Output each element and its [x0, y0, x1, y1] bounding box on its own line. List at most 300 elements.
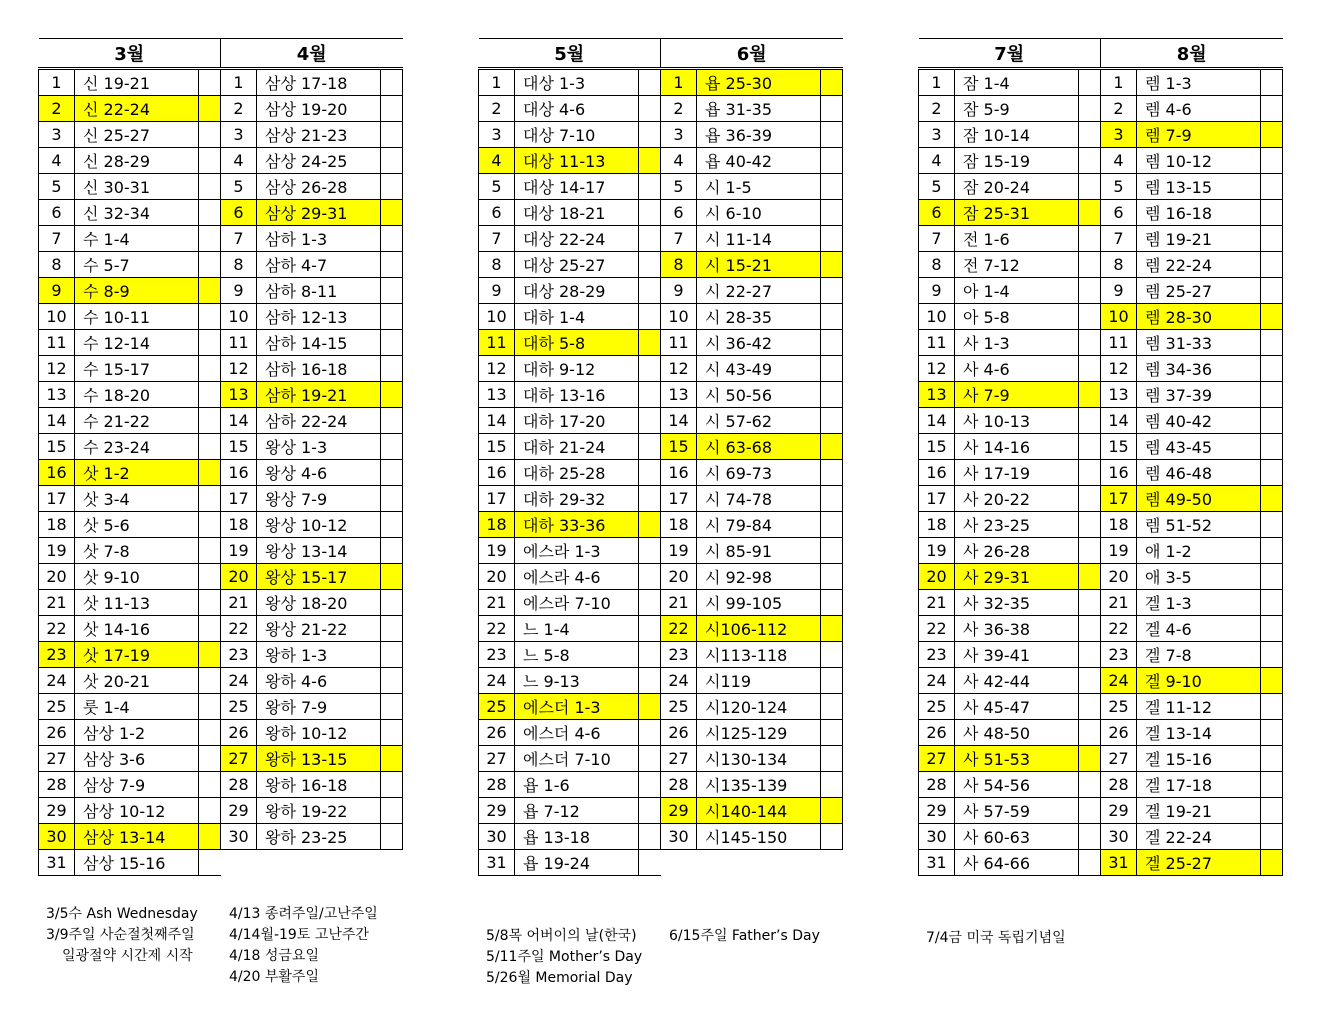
check-box — [639, 200, 661, 226]
reading: 삼상 3-6 — [75, 746, 199, 772]
check-box — [821, 148, 843, 174]
table-row — [919, 96, 1283, 122]
day-number — [661, 850, 697, 876]
reading: 시 99-105 — [697, 590, 821, 616]
day-number: 13 — [1101, 382, 1137, 408]
check-box — [1079, 174, 1101, 200]
table-row — [919, 200, 1283, 226]
day-number: 6 — [1101, 200, 1137, 226]
day-number: 13 — [479, 382, 515, 408]
reading: 겔 9-10 — [1137, 668, 1261, 694]
check-box — [381, 226, 403, 252]
day-number: 27 — [39, 746, 75, 772]
check-box — [1079, 772, 1101, 798]
check-box — [1261, 642, 1283, 668]
reading: 왕하 23-25 — [257, 824, 381, 850]
check-box — [199, 226, 221, 252]
day-number: 7 — [661, 226, 697, 252]
check-box — [639, 798, 661, 824]
day-number: 22 — [39, 616, 75, 642]
day-number: 24 — [1101, 668, 1137, 694]
table-row — [919, 538, 1283, 564]
check-box — [1079, 408, 1101, 434]
check-box — [1079, 512, 1101, 538]
reading: 신 25-27 — [75, 122, 199, 148]
day-number: 20 — [1101, 564, 1137, 590]
table-row — [919, 512, 1283, 538]
day-number: 24 — [221, 668, 257, 694]
reading: 삼상 26-28 — [257, 174, 381, 200]
rows — [479, 69, 843, 876]
table-row — [39, 408, 403, 434]
check-box — [639, 460, 661, 486]
check-box — [1261, 590, 1283, 616]
notes-march — [46, 904, 198, 967]
check-box — [199, 408, 221, 434]
reading: 왕하 4-6 — [257, 668, 381, 694]
table-row — [919, 252, 1283, 278]
check-box — [1261, 850, 1283, 876]
table-row — [39, 356, 403, 382]
table-row — [39, 616, 403, 642]
month-header-june: 6월 — [661, 39, 843, 69]
check-box — [1261, 746, 1283, 772]
reading: 렘 16-18 — [1137, 200, 1261, 226]
check-box — [1079, 642, 1101, 668]
check-box — [639, 174, 661, 200]
check-box — [1261, 434, 1283, 460]
reading: 왕상 18-20 — [257, 590, 381, 616]
check-box — [639, 356, 661, 382]
reading: 렘 43-45 — [1137, 434, 1261, 460]
reading: 사 36-38 — [955, 616, 1079, 642]
check-box — [821, 122, 843, 148]
reading: 삿 3-4 — [75, 486, 199, 512]
day-number: 9 — [919, 278, 955, 304]
reading: 렘 37-39 — [1137, 382, 1261, 408]
reading: 시 36-42 — [697, 330, 821, 356]
reading: 사 32-35 — [955, 590, 1079, 616]
day-number: 28 — [661, 772, 697, 798]
table-row — [479, 616, 843, 642]
check-box — [1261, 382, 1283, 408]
reading: 겔 15-16 — [1137, 746, 1261, 772]
reading: 시130-134 — [697, 746, 821, 772]
reading: 아 1-4 — [955, 278, 1079, 304]
reading: 수 8-9 — [75, 278, 199, 304]
day-number: 9 — [221, 278, 257, 304]
reading: 시 22-27 — [697, 278, 821, 304]
month-header-march: 3월 — [39, 39, 221, 69]
check-box — [381, 330, 403, 356]
day-number: 11 — [1101, 330, 1137, 356]
reading: 삼상 21-23 — [257, 122, 381, 148]
table-row — [39, 798, 403, 824]
table-row — [919, 356, 1283, 382]
reading: 사 4-6 — [955, 356, 1079, 382]
reading: 에스라 1-3 — [515, 538, 639, 564]
reading: 잠 5-9 — [955, 96, 1079, 122]
reading: 삿 5-6 — [75, 512, 199, 538]
day-number: 12 — [1101, 356, 1137, 382]
reading: 욥 36-39 — [697, 122, 821, 148]
table-row — [479, 408, 843, 434]
reading: 렘 46-48 — [1137, 460, 1261, 486]
day-number: 31 — [479, 850, 515, 876]
day-number: 5 — [661, 174, 697, 200]
day-number: 20 — [661, 564, 697, 590]
day-number: 12 — [479, 356, 515, 382]
reading: 신 22-24 — [75, 96, 199, 122]
day-number: 30 — [919, 824, 955, 850]
check-box — [381, 850, 403, 876]
day-number: 5 — [221, 174, 257, 200]
day-number: 30 — [479, 824, 515, 850]
day-number: 1 — [919, 69, 955, 96]
check-box — [1079, 668, 1101, 694]
day-number: 17 — [1101, 486, 1137, 512]
reading: 대하 29-32 — [515, 486, 639, 512]
reading: 왕하 19-22 — [257, 798, 381, 824]
check-box — [1079, 304, 1101, 330]
table-row — [479, 798, 843, 824]
check-box — [381, 408, 403, 434]
day-number: 31 — [1101, 850, 1137, 876]
check-box — [821, 720, 843, 746]
check-box — [1079, 122, 1101, 148]
table-row — [479, 720, 843, 746]
check-box — [199, 252, 221, 278]
check-box — [1079, 538, 1101, 564]
day-number: 3 — [479, 122, 515, 148]
check-box — [199, 460, 221, 486]
day-number: 2 — [479, 96, 515, 122]
check-box — [381, 746, 403, 772]
check-box — [1261, 616, 1283, 642]
table-row — [39, 850, 403, 876]
day-number: 22 — [1101, 616, 1137, 642]
day-number: 7 — [919, 226, 955, 252]
reading: 시120-124 — [697, 694, 821, 720]
day-number: 9 — [39, 278, 75, 304]
check-box — [1261, 200, 1283, 226]
reading: 시 1-5 — [697, 174, 821, 200]
check-box — [381, 382, 403, 408]
day-number: 11 — [479, 330, 515, 356]
check-box — [199, 746, 221, 772]
table-row — [919, 174, 1283, 200]
day-number: 26 — [221, 720, 257, 746]
check-box — [639, 694, 661, 720]
reading: 잠 15-19 — [955, 148, 1079, 174]
day-number: 10 — [39, 304, 75, 330]
day-number: 28 — [39, 772, 75, 798]
reading: 삼하 12-13 — [257, 304, 381, 330]
reading: 사 39-41 — [955, 642, 1079, 668]
day-number: 4 — [1101, 148, 1137, 174]
check-box — [639, 512, 661, 538]
reading: 전 7-12 — [955, 252, 1079, 278]
day-number: 20 — [919, 564, 955, 590]
check-box — [639, 252, 661, 278]
check-box — [381, 590, 403, 616]
check-box — [199, 668, 221, 694]
table-row — [39, 200, 403, 226]
day-number: 10 — [919, 304, 955, 330]
check-box — [821, 564, 843, 590]
reading: 시 6-10 — [697, 200, 821, 226]
check-box — [199, 512, 221, 538]
reading: 삼상 24-25 — [257, 148, 381, 174]
day-number: 15 — [661, 434, 697, 460]
reading: 겔 13-14 — [1137, 720, 1261, 746]
day-number: 8 — [1101, 252, 1137, 278]
reading: 대하 5-8 — [515, 330, 639, 356]
day-number: 18 — [919, 512, 955, 538]
reading: 사 57-59 — [955, 798, 1079, 824]
check-box — [381, 642, 403, 668]
reading: 사 7-9 — [955, 382, 1079, 408]
day-number: 27 — [919, 746, 955, 772]
check-box — [821, 200, 843, 226]
table-row — [919, 460, 1283, 486]
check-box — [639, 824, 661, 850]
reading: 사 29-31 — [955, 564, 1079, 590]
check-box — [1079, 616, 1101, 642]
note: 4/20 부활주일 — [229, 969, 319, 985]
reading: 삼하 22-24 — [257, 408, 381, 434]
day-number: 23 — [919, 642, 955, 668]
day-number: 29 — [221, 798, 257, 824]
table-row — [39, 226, 403, 252]
table-row — [479, 824, 843, 850]
day-number: 1 — [1101, 69, 1137, 96]
reading: 잠 25-31 — [955, 200, 1079, 226]
day-number: 17 — [39, 486, 75, 512]
check-box — [381, 824, 403, 850]
check-box — [639, 642, 661, 668]
reading: 왕하 7-9 — [257, 694, 381, 720]
check-box — [1079, 96, 1101, 122]
check-box — [199, 434, 221, 460]
day-number: 21 — [221, 590, 257, 616]
check-box — [1261, 304, 1283, 330]
reading: 대상 7-10 — [515, 122, 639, 148]
day-number: 24 — [661, 668, 697, 694]
reading: 욥 13-18 — [515, 824, 639, 850]
check-box — [821, 850, 843, 876]
day-number: 29 — [661, 798, 697, 824]
check-box — [381, 486, 403, 512]
day-number: 8 — [661, 252, 697, 278]
day-number: 4 — [661, 148, 697, 174]
check-box — [821, 174, 843, 200]
reading: 삼상 10-12 — [75, 798, 199, 824]
day-number: 27 — [221, 746, 257, 772]
day-number: 12 — [661, 356, 697, 382]
day-number: 11 — [221, 330, 257, 356]
reading: 시 63-68 — [697, 434, 821, 460]
table-row — [479, 69, 843, 96]
check-box — [821, 69, 843, 96]
reading: 삼하 16-18 — [257, 356, 381, 382]
table-row — [479, 850, 843, 876]
check-box — [1079, 590, 1101, 616]
day-number — [221, 850, 257, 876]
check-box — [821, 356, 843, 382]
reading: 시 15-21 — [697, 252, 821, 278]
check-box — [381, 772, 403, 798]
day-number: 21 — [1101, 590, 1137, 616]
reading: 대상 22-24 — [515, 226, 639, 252]
check-box — [381, 122, 403, 148]
day-number: 21 — [661, 590, 697, 616]
day-number: 24 — [39, 668, 75, 694]
reading: 대상 28-29 — [515, 278, 639, 304]
day-number: 3 — [661, 122, 697, 148]
check-box — [381, 538, 403, 564]
reading: 시 43-49 — [697, 356, 821, 382]
table-row — [919, 668, 1283, 694]
reading: 렘 10-12 — [1137, 148, 1261, 174]
reading: 수 1-4 — [75, 226, 199, 252]
check-box — [1261, 512, 1283, 538]
day-number: 8 — [39, 252, 75, 278]
reading: 애 3-5 — [1137, 564, 1261, 590]
check-box — [199, 720, 221, 746]
table-row — [39, 512, 403, 538]
check-box — [1261, 538, 1283, 564]
table-row — [919, 590, 1283, 616]
check-box — [821, 668, 843, 694]
day-number: 7 — [221, 226, 257, 252]
check-box — [821, 460, 843, 486]
reading: 삼상 19-20 — [257, 96, 381, 122]
check-box — [821, 798, 843, 824]
table-row — [919, 408, 1283, 434]
reading: 삿 17-19 — [75, 642, 199, 668]
check-box — [821, 512, 843, 538]
day-number: 3 — [221, 122, 257, 148]
reading: 왕상 10-12 — [257, 512, 381, 538]
table-row — [919, 564, 1283, 590]
check-box — [199, 174, 221, 200]
day-number: 17 — [661, 486, 697, 512]
reading: 대하 1-4 — [515, 304, 639, 330]
check-box — [381, 200, 403, 226]
reading: 대상 4-6 — [515, 96, 639, 122]
check-box — [1261, 408, 1283, 434]
day-number: 18 — [39, 512, 75, 538]
reading: 욥 1-6 — [515, 772, 639, 798]
reading: 왕하 10-12 — [257, 720, 381, 746]
check-box — [1079, 69, 1101, 96]
day-number: 8 — [221, 252, 257, 278]
table-row — [919, 122, 1283, 148]
day-number: 2 — [39, 96, 75, 122]
day-number: 6 — [919, 200, 955, 226]
table-row — [919, 746, 1283, 772]
reading: 시 69-73 — [697, 460, 821, 486]
day-number: 5 — [919, 174, 955, 200]
check-box — [199, 304, 221, 330]
check-box — [1261, 460, 1283, 486]
reading: 렘 22-24 — [1137, 252, 1261, 278]
day-number: 30 — [1101, 824, 1137, 850]
day-number: 23 — [39, 642, 75, 668]
reading: 렘 1-3 — [1137, 69, 1261, 96]
day-number: 2 — [1101, 96, 1137, 122]
check-box — [199, 148, 221, 174]
note: 7/4금 미국 독립기념일 — [926, 930, 1066, 946]
check-box — [639, 590, 661, 616]
day-number: 10 — [479, 304, 515, 330]
day-number: 25 — [1101, 694, 1137, 720]
table-row — [479, 512, 843, 538]
day-number: 14 — [661, 408, 697, 434]
day-number: 13 — [39, 382, 75, 408]
table-row — [919, 824, 1283, 850]
day-number: 8 — [479, 252, 515, 278]
reading: 겔 25-27 — [1137, 850, 1261, 876]
reading: 왕하 13-15 — [257, 746, 381, 772]
day-number: 16 — [39, 460, 75, 486]
table-row — [39, 746, 403, 772]
march-april-table — [38, 38, 403, 876]
reading: 대하 25-28 — [515, 460, 639, 486]
reading: 삿 14-16 — [75, 616, 199, 642]
day-number: 2 — [221, 96, 257, 122]
table-row — [39, 486, 403, 512]
day-number: 20 — [479, 564, 515, 590]
check-box — [639, 434, 661, 460]
note: 4/13 종려주일/고난주일 — [229, 906, 378, 922]
check-box — [199, 642, 221, 668]
reading: 왕상 4-6 — [257, 460, 381, 486]
day-number: 16 — [661, 460, 697, 486]
table-row — [39, 720, 403, 746]
reading: 욥 25-30 — [697, 69, 821, 96]
day-number: 5 — [1101, 174, 1137, 200]
may-june-table — [478, 38, 843, 876]
check-box — [199, 96, 221, 122]
day-number: 13 — [661, 382, 697, 408]
reading: 삼상 1-2 — [75, 720, 199, 746]
check-box — [199, 69, 221, 96]
reading: 수 21-22 — [75, 408, 199, 434]
day-number: 25 — [919, 694, 955, 720]
reading: 사 17-19 — [955, 460, 1079, 486]
check-box — [199, 850, 221, 876]
reading: 시 92-98 — [697, 564, 821, 590]
reading: 사 14-16 — [955, 434, 1079, 460]
check-box — [639, 69, 661, 96]
check-box — [639, 382, 661, 408]
day-number: 29 — [479, 798, 515, 824]
day-number: 29 — [919, 798, 955, 824]
note: 5/11주일 Mother’s Day — [486, 949, 643, 965]
table-row — [39, 252, 403, 278]
note: 6/15주일 Father’s Day — [669, 928, 820, 944]
reading: 왕상 1-3 — [257, 434, 381, 460]
reading: 시135-139 — [697, 772, 821, 798]
check-box — [381, 512, 403, 538]
day-number: 20 — [39, 564, 75, 590]
check-box — [1079, 720, 1101, 746]
check-box — [1079, 694, 1101, 720]
table-row — [479, 590, 843, 616]
check-box — [199, 616, 221, 642]
